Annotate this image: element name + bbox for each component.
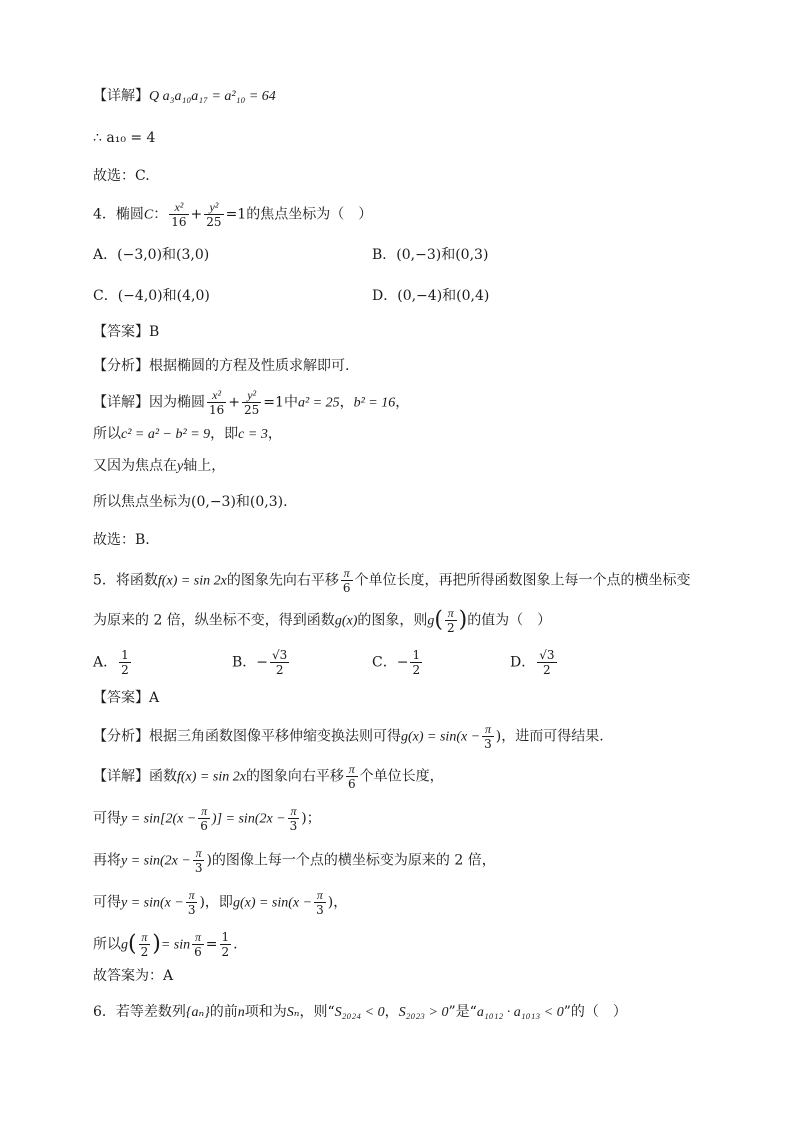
q4-stem-prefix: 4．椭圆 [93,206,144,223]
q5-option-a: A． $\frac{1}{2}$ [93,648,129,677]
q5-choice: 故答案为：A [93,968,174,984]
fraction-pi-2: $\frac{\pi}{2}$ [446,606,455,635]
q6-stem: 6．若等差数列{aₙ}的前n项和为Sₙ，则“S₂₀₂₄ < 0，S₂₀₂₃ > 0”是“a₁₀₁₂ · a₁₀₁₃ < 0”的（ ） [93,1004,627,1020]
fraction-y2-25: $\frac{\text{y²}}{25}$ [244,388,260,417]
q4-detail-1: 【详解】因为椭圆 $\frac{\text{x²}}{16}$ + $\frac{\text{y²}}{25}$ =1中a² = 25，b² = 16， [93,388,410,417]
q3-choice: 故选：C. [93,168,150,184]
q4-analysis: 【分析】根据椭圆的方程及性质求解即可. [93,358,350,374]
q4-detail-4: 所以焦点坐标为(0,−3)和(0,3). [93,494,288,510]
q4-option-b: B．(0,−3)和(0,3) [372,247,489,263]
fraction-pi-6: $\frac{\pi}{6}$ [342,566,351,595]
fraction-y2-25: $\frac{\text{y²}}{25}$ [206,200,222,229]
q3-therefore-line: ∴ a₁₀ = 4 [93,130,156,146]
q5-detail-1: 【详解】函数f(x) = sin 2x的图象向右平移 $\frac{\pi}{6}$ 个单位长度， [93,762,444,791]
q4-answer: 【答案】B [93,324,160,340]
q4-option-c: C．(−4,0)和(4,0) [93,288,210,304]
q5-detail-2: 可得y = sin[2(x − $\frac{\pi}{6}$ )] = sin(2x − $\frac{\pi}{3}$ )； [93,804,321,833]
q5-detail-5: 所以g( $\frac{\pi}{2}$ )= sin $\frac{\pi}{6}$ = $\frac{1}{2}$ . [93,930,238,959]
q3-detail-expr: Q a₃a₁₀a₁₇ = a²₁₀ = 64 [149,89,276,104]
q5-option-b: B．− $\frac{√3}{2}$ [232,648,288,677]
q4-stem: 4．椭圆C： $\frac{\text{x²}}{16}$ + $\frac{\text{y²}}{25}$ =1的焦点坐标为（ ） [93,200,373,229]
q4-option-d: D．(0,−4)和(0,4) [372,288,490,304]
q5-detail-4: 可得y = sin(x − $\frac{\pi}{3}$ )，即g(x) = sin(x − $\frac{\pi}{3}$ )， [93,888,348,917]
q5-stem-2: 为原来的 2 倍，纵坐标不变，得到函数g(x)的图象，则g( $\frac{\pi}{2}$ )的值为（ ） [93,606,552,635]
q4-choice: 故选：B. [93,532,150,548]
q4-detail-3: 又因为焦点在y轴上， [93,458,226,474]
q5-option-c: C．− $\frac{1}{2}$ [372,648,421,677]
q4-stem-var: C [143,207,154,223]
q5-analysis: 【分析】根据三角函数图像平移伸缩变换法则可得g(x) = sin(x − $\frac{\pi}{3}$ )，进而可得结果. [93,722,604,751]
q4-detail-2: 所以c² = a² − b² = 9，即c = 3， [93,426,282,442]
detail-tag: 【详解】 [93,88,149,104]
q5-detail-3: 再将y = sin(2x − $\frac{\pi}{3}$ )的图像上每一个点的横坐标变为原来的 2 倍， [93,846,496,875]
q5-answer: 【答案】A [93,690,160,706]
q4-stem-suffix: 的焦点坐标为（ ） [246,206,373,223]
q5-stem-1: 5．将函数f(x) = sin 2x的图象先向右平移 $\frac{\pi}{6}$ 个单位长度，再把所得函数图象上每一个点的横坐标变 [93,566,691,595]
q5-option-d: D． $\frac{√3}{2}$ [510,648,555,677]
fraction-x2-16: $\frac{\text{x²}}{16}$ [209,388,225,417]
q4-option-a: A．(−3,0)和(3,0) [93,247,210,263]
fraction-x2-16: $\frac{\text{x²}}{16}$ [171,200,187,229]
q3-detail-line [93,86,276,107]
